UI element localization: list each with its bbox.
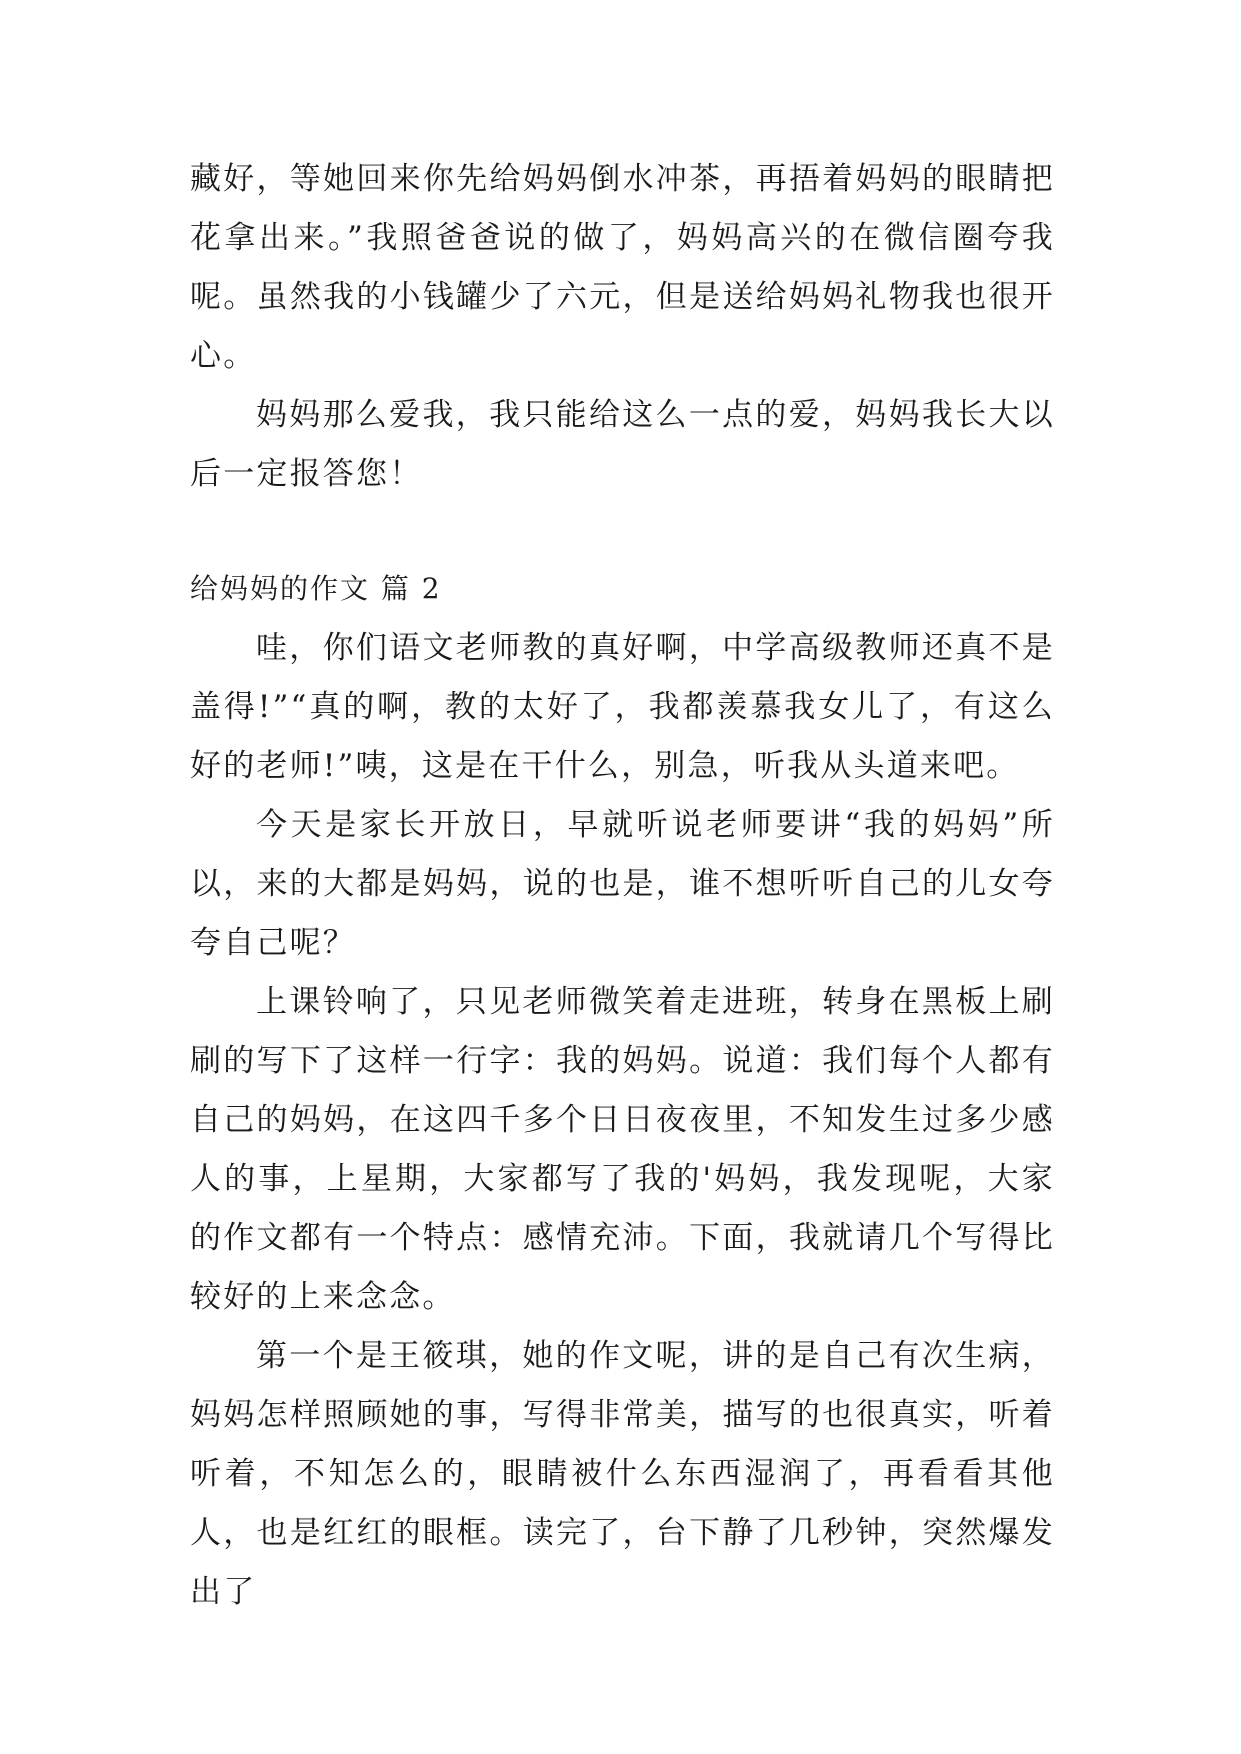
paragraph: 上课铃响了，只见老师微笑着走进班，转身在黑板上刷刷的写下了这样一行字：我的妈妈。说道：我们每个人都有自己的妈妈，在这四千多个日日夜夜里，不知发生过多少感人的事，上星期，大家都写了我的'妈妈，我发现呢，大家的作文都有一个特点：感情充沛。下面，我就请几个写得比较好的上来念念。 xyxy=(190,984,1055,1315)
paragraph: 今天是家长开放日，早就听说老师要讲“我的妈妈”所以，来的大都是妈妈，说的也是，谁不想听听自己的儿女夸夸自己呢？ xyxy=(190,807,1055,961)
paragraph: 藏好，等她回来你先给妈妈倒水冲茶，再捂着妈妈的眼睛把花拿出来。”我照爸爸说的做了，妈妈高兴的在微信圈夸我呢。虽然我的小钱罐少了六元，但是送给妈妈礼物我也很开心。 xyxy=(190,161,1055,374)
paragraph: 哇，你们语文老师教的真好啊，中学高级教师还真不是盖得!”“真的啊，教的太好了，我都羡慕我女儿了，有这么好的老师!”咦，这是在干什么，别急，听我从头道来吧。 xyxy=(190,630,1055,784)
paragraph: 第一个是王筱琪，她的作文呢，讲的是自己有次生病，妈妈怎样照顾她的事，写得非常美，描写的也很真实，听着听着，不知怎么的，眼睛被什么东西湿润了，再看看其他人，也是红红的眼框。读完了，台下静了几秒钟，突然爆发出了 xyxy=(190,1338,1055,1610)
paragraph: 妈妈那么爱我，我只能给这么一点的爱，妈妈我长大以后一定报答您！ xyxy=(190,397,1055,492)
document-page xyxy=(190,150,1055,1622)
section-heading: 给妈妈的作文 篇 2 xyxy=(190,572,442,605)
